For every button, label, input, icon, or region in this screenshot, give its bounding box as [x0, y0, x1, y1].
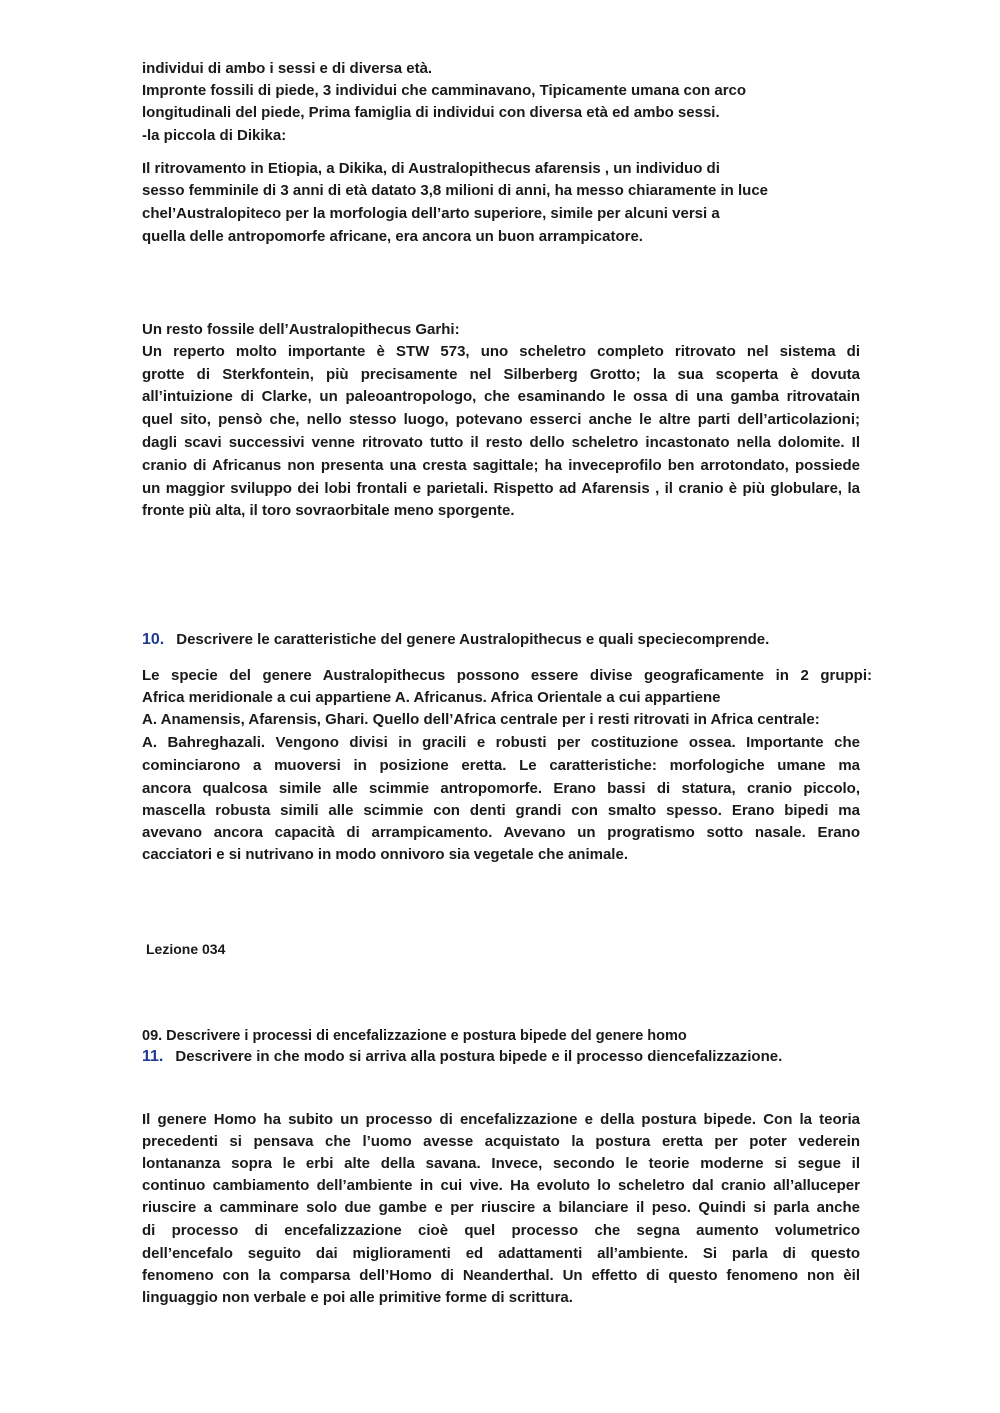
- text-line: quel sito, pensò che, nello stesso luogo, potevano esserci anche le altre parti dell’articolazioni;: [142, 411, 860, 428]
- text-line: cacciatori e si nutrivano in modo onnivoro sia vegetale che animale.: [142, 846, 628, 863]
- text-line: cranio di Africanus non presenta una cresta sagittale; ha inveceprofilo ben arrotondato, possiede: [142, 457, 860, 474]
- text-line: cominciarono a muoversi in posizione eretta. Le caratteristiche: morfologiche umane ma: [142, 757, 860, 774]
- text-line: di processo di encefalizzazione cioè quel processo che segna aumento volumetrico: [142, 1222, 860, 1239]
- question-text: Descrivere le caratteristiche del genere Australopithecus e quali speciecomprende.: [176, 631, 770, 648]
- text-line: continuo cambiamento dell’ambiente in cui vive. Ha evoluto lo scheletro dal cranio all’alluceper: [142, 1177, 860, 1194]
- question-number: 11.: [142, 1048, 164, 1065]
- text-line: ancora qualcosa simile alle scimmie antropomorfe. Erano bassi di statura, cranio piccolo,: [142, 780, 860, 797]
- text-line: linguaggio non verbale e poi alle primitive forme di scrittura.: [142, 1289, 573, 1306]
- text-line: quella delle antropomorfe africane, era ancora un buon arrampicatore.: [142, 228, 643, 245]
- text-line: Impronte fossili di piede, 3 individui che camminavano, Tipicamente umana con arco: [142, 82, 747, 99]
- text-line: Il ritrovamento in Etiopia, a Dikika, di Australopithecus afarensis , un individuo di: [142, 160, 720, 177]
- subheading-dikika: -la piccola di Dikika:: [142, 127, 287, 144]
- text-line: Il genere Homo ha subito un processo di encefalizzazione e della postura bipede. Con la teoria: [142, 1111, 860, 1128]
- text-line: riuscire a camminare solo due gambe e per riuscire a bilanciare il peso. Quindi si parla anche: [142, 1199, 860, 1216]
- text-line: un maggior sviluppo dei lobi frontali e parietali. Rispetto ad Afarensis , il cranio è più globulare, la: [142, 480, 860, 497]
- text-line: Un reperto molto importante è STW 573, uno scheletro completo ritrovato nel sistema di: [142, 343, 860, 360]
- text-line: lontananza sopra le erbi alte della savana. Invece, secondo le teorie moderne si segue il: [142, 1155, 860, 1172]
- subheading-garhi: Un resto fossile dell’Australopithecus Garhi:: [142, 321, 460, 338]
- text-line: A. Bahreghazali. Vengono divisi in gracili e robusti per costituzione ossea. Importante che: [142, 734, 860, 751]
- text-line: Africa meridionale a cui appartiene A. Africanus. Africa Orientale a cui appartiene: [142, 689, 721, 706]
- text-line: precedenti si pensava che l’uomo avesse acquistato la postura eretta per poter vederein: [142, 1133, 860, 1150]
- question-09: 09. Descrivere i processi di encefalizzazione e postura bipede del genere homo: [142, 1028, 687, 1044]
- text-line: grotte di Sterkfontein, più precisamente nel Silberberg Grotto; la sua scoperta è dovuta: [142, 366, 860, 383]
- question-number: 10.: [142, 631, 165, 648]
- text-line: avevano ancora capacità di arrampicamento. Avevano un progratismo sotto nasale. Erano: [142, 824, 860, 841]
- text-line: dell’encefalo seguito dai miglioramenti ed adattamenti all’ambiente. Si parla di questo: [142, 1245, 860, 1262]
- text-line: mascella robusta simili alle scimmie con denti grandi con smalto spesso. Erano bipedi ma: [142, 802, 860, 819]
- lesson-label: Lezione 034: [146, 941, 226, 957]
- text-line: all’intuizione di Clarke, un paleoantropologo, che esaminando le ossa di una gamba ritrovatain: [142, 388, 860, 405]
- text-line: Le specie del genere Australopithecus possono essere divise geograficamente in 2 gruppi:: [142, 667, 872, 684]
- question-11: [142, 1047, 782, 1067]
- text-line: longitudinali del piede, Prima famiglia di individui con diversa età ed ambo sessi.: [142, 104, 720, 121]
- question-10: [142, 630, 769, 650]
- question-text: Descrivere in che modo si arriva alla postura bipede e il processo diencefalizzazione.: [175, 1048, 783, 1065]
- text-line: fronte più alta, il toro sovraorbitale meno sporgente.: [142, 502, 515, 519]
- text-line: dagli scavi successivi venne ritrovato tutto il resto dello scheletro incastonato nella dolomite. Il: [142, 434, 860, 451]
- text-line: sesso femminile di 3 anni di età datato 3,8 milioni di anni, ha messo chiaramente in luce: [142, 182, 769, 199]
- text-line: chel’Australopiteco per la morfologia dell’arto superiore, simile per alcuni versi a: [142, 205, 720, 222]
- text-line: fenomeno con la comparsa dell’Homo di Neanderthal. Un effetto di questo fenomeno non èil: [142, 1267, 860, 1284]
- text-line: A. Anamensis, Afarensis, Ghari. Quello dell’Africa centrale per i resti ritrovati in Africa centrale:: [142, 711, 820, 728]
- text-line: individui di ambo i sessi e di diversa età.: [142, 60, 433, 77]
